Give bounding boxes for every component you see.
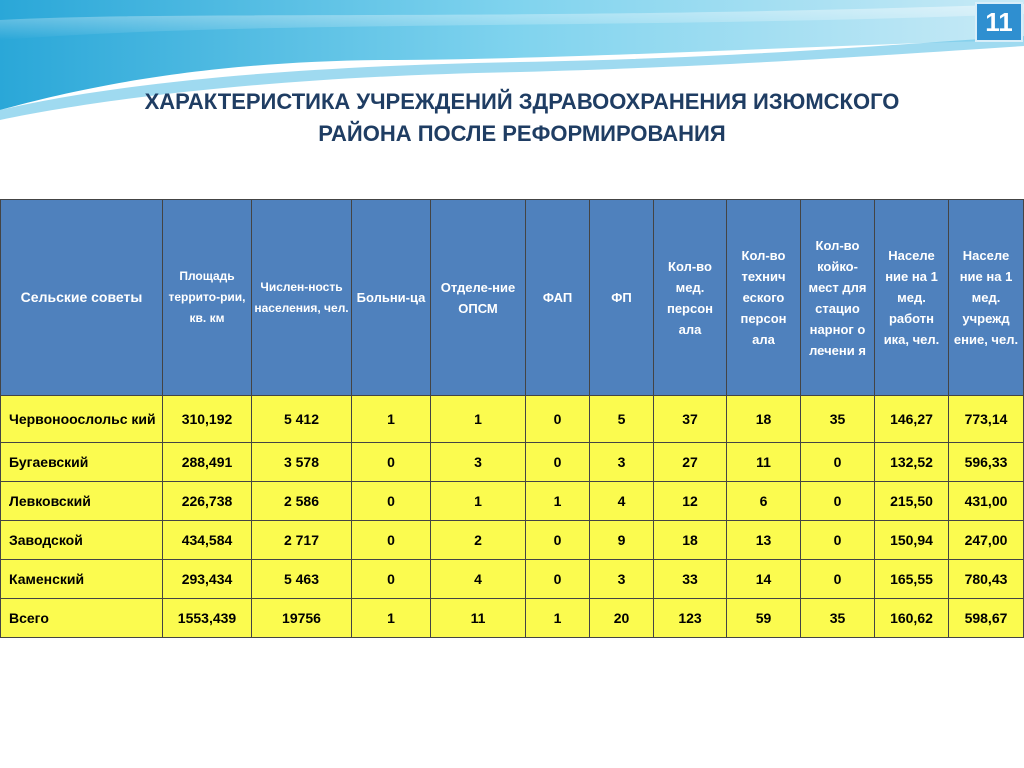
table-cell: 1 — [431, 396, 526, 443]
table-cell: 11 — [727, 443, 801, 482]
table-cell: 4 — [431, 560, 526, 599]
table-cell: 6 — [727, 482, 801, 521]
table-cell: 18 — [727, 396, 801, 443]
table-row — [1, 396, 1024, 443]
table-cell: 35 — [801, 396, 875, 443]
table-cell: 0 — [352, 521, 431, 560]
table-cell: 1 — [526, 599, 590, 638]
table-cell: 2 586 — [252, 482, 352, 521]
table-cell: 19756 — [252, 599, 352, 638]
table-cell: 5 463 — [252, 560, 352, 599]
header-cell: Больни-ца — [352, 200, 431, 396]
table-cell: 37 — [654, 396, 727, 443]
table-cell: 3 — [590, 560, 654, 599]
table-cell: 0 — [526, 396, 590, 443]
table-cell: 123 — [654, 599, 727, 638]
table-cell: 1 — [431, 482, 526, 521]
header-cell: Кол-во мед. персон ала — [654, 200, 727, 396]
table-header-row — [1, 200, 1024, 396]
table-cell: 1 — [352, 599, 431, 638]
table-body — [1, 396, 1024, 638]
table-cell: 0 — [801, 482, 875, 521]
table-cell: 5 412 — [252, 396, 352, 443]
table-cell: 0 — [352, 482, 431, 521]
header-cell: Кол-во технич еского персон ала — [727, 200, 801, 396]
table-cell: 33 — [654, 560, 727, 599]
table-cell: 13 — [727, 521, 801, 560]
table-cell: 0 — [801, 560, 875, 599]
table-cell: 5 — [590, 396, 654, 443]
table-cell: 165,55 — [875, 560, 949, 599]
table-cell: 293,434 — [163, 560, 252, 599]
slide-number: 11 — [975, 2, 1023, 42]
header-cell: Числен-ность населения, чел. — [252, 200, 352, 396]
table-cell: 11 — [431, 599, 526, 638]
slide-title-line-2: РАЙОНА ПОСЛЕ РЕФОРМИРОВАНИЯ — [318, 121, 726, 146]
table-row — [1, 599, 1024, 638]
table-cell: 0 — [526, 443, 590, 482]
table-cell: 0 — [352, 560, 431, 599]
table-row — [1, 521, 1024, 560]
table-cell: 247,00 — [949, 521, 1024, 560]
table-cell: 9 — [590, 521, 654, 560]
table-cell: 20 — [590, 599, 654, 638]
table-cell: 1 — [526, 482, 590, 521]
table-cell: 0 — [801, 521, 875, 560]
table-cell: 12 — [654, 482, 727, 521]
header-cell: Кол-во койко-мест для стацио нарног о лечени я — [801, 200, 875, 396]
table-cell: 2 717 — [252, 521, 352, 560]
table-cell: 215,50 — [875, 482, 949, 521]
table-cell: 780,43 — [949, 560, 1024, 599]
table-cell: 1 — [352, 396, 431, 443]
table-cell: 434,584 — [163, 521, 252, 560]
table-cell: 4 — [590, 482, 654, 521]
table-cell: 596,33 — [949, 443, 1024, 482]
table-cell: 773,14 — [949, 396, 1024, 443]
table-row — [1, 560, 1024, 599]
row-name-cell: Всего — [1, 599, 163, 638]
table-cell: 288,491 — [163, 443, 252, 482]
healthcare-table — [0, 199, 1024, 638]
table-cell: 3 — [431, 443, 526, 482]
table-cell: 59 — [727, 599, 801, 638]
table-cell: 598,67 — [949, 599, 1024, 638]
header-cell: ФП — [590, 200, 654, 396]
row-name-cell: Каменский — [1, 560, 163, 599]
table-cell: 150,94 — [875, 521, 949, 560]
table-cell: 18 — [654, 521, 727, 560]
table-cell: 226,738 — [163, 482, 252, 521]
table-cell: 431,00 — [949, 482, 1024, 521]
table-cell: 310,192 — [163, 396, 252, 443]
table-cell: 3 — [590, 443, 654, 482]
row-name-cell: Червоноослольс кий — [1, 396, 163, 443]
table-cell: 27 — [654, 443, 727, 482]
table-cell: 1553,439 — [163, 599, 252, 638]
slide-title-line-1: ХАРАКТЕРИСТИКА УЧРЕЖДЕНИЙ ЗДРАВООХРАНЕНИЯ ИЗЮМСКОГО — [144, 89, 900, 114]
header-cell: ФАП — [526, 200, 590, 396]
table-row — [1, 482, 1024, 521]
table-cell: 14 — [727, 560, 801, 599]
slide-title — [60, 86, 984, 150]
table-cell: 0 — [526, 521, 590, 560]
header-cell: Отделе-ние ОПСМ — [431, 200, 526, 396]
table-cell: 146,27 — [875, 396, 949, 443]
row-name-cell: Левковский — [1, 482, 163, 521]
table-cell: 160,62 — [875, 599, 949, 638]
row-name-cell: Заводской — [1, 521, 163, 560]
row-name-cell: Бугаевский — [1, 443, 163, 482]
table-cell: 0 — [352, 443, 431, 482]
header-cell: Площадь террито-рии, кв. км — [163, 200, 252, 396]
header-cell: Населе ние на 1 мед. работн ика, чел. — [875, 200, 949, 396]
table-cell: 0 — [526, 560, 590, 599]
header-cell: Населе ние на 1 мед. учрежд ение, чел. — [949, 200, 1024, 396]
table-cell: 132,52 — [875, 443, 949, 482]
table-cell: 2 — [431, 521, 526, 560]
table-cell: 0 — [801, 443, 875, 482]
header-cell: Сельские советы — [1, 200, 163, 396]
table-cell: 3 578 — [252, 443, 352, 482]
table-cell: 35 — [801, 599, 875, 638]
table-row — [1, 443, 1024, 482]
